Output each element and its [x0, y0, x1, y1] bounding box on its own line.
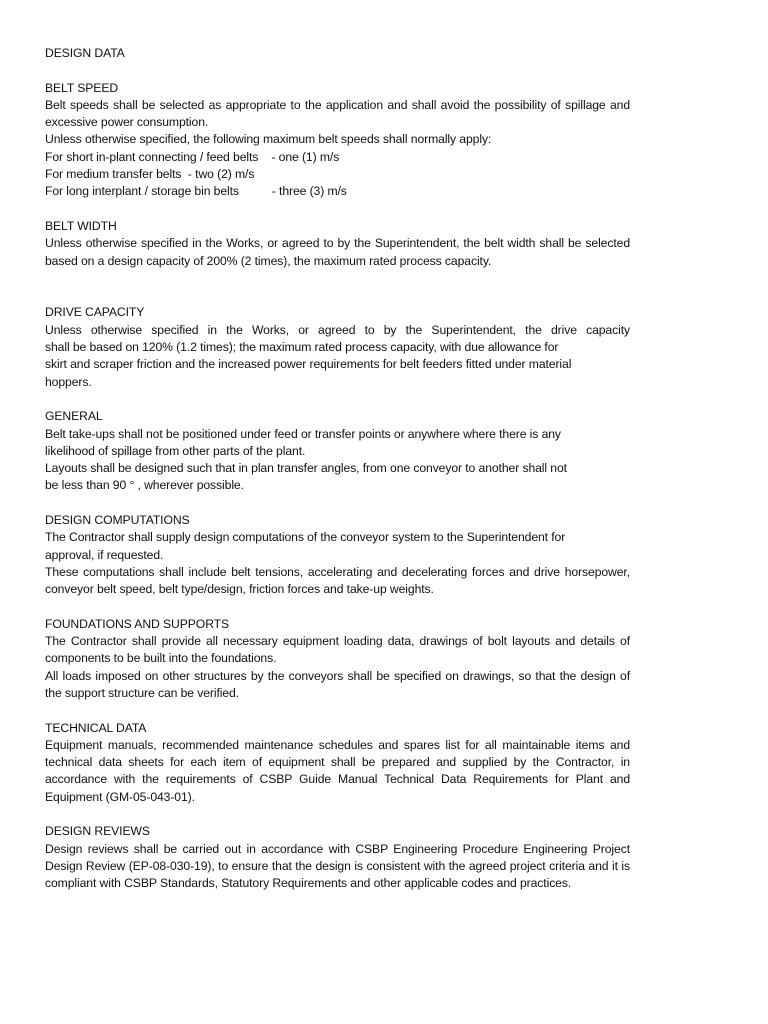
section-drive-capacity: [45, 304, 630, 390]
section-technical-data: [45, 720, 630, 806]
belt-width-paragraph: Unless otherwise specified in the Works, or agreed to by the Superintendent, the belt width shall be selected based on a design capacity of 200% (2 times), the maximum rated process capacity.: [45, 236, 630, 268]
belt-speed-row-long: For long interplant / storage bin belts - three (3) m/s: [45, 184, 347, 199]
design-reviews-paragraph: Design reviews shall be carried out in accordance with CSBP Engineering Procedure Engineering Project Design Review (EP-08-030-19), to ensure that the design is consistent with the agreed project criteria and it is compliant with CSBP Standards, Statutory Requirements and other applicable codes and practices.: [45, 841, 630, 891]
section-design-computations: [45, 512, 630, 598]
section-heading-design-computations: DESIGN COMPUTATIONS: [45, 513, 190, 528]
general-line-2: likelihood of spillage from other parts of the plant.: [45, 443, 306, 458]
belt-speed-paragraph: Belt speeds shall be selected as appropriate to the application and shall avoid the possibility of spillage and excessive power consumption.: [45, 97, 630, 130]
section-heading-belt-speed: BELT SPEED: [45, 80, 119, 95]
foundations-paragraph-1: The Contractor shall provide all necessary equipment loading data, drawings of bolt layouts and details of components to be built into the foundations.: [45, 634, 630, 666]
document-title-block: [45, 45, 630, 62]
drive-capacity-line-2: shall be based on 120% (1.2 times); the maximum rated process capacity, with due allowance for: [45, 340, 559, 355]
section-foundations-and-supports: [45, 616, 630, 702]
drive-capacity-line-4: hoppers.: [45, 374, 92, 389]
section-belt-width: [45, 218, 630, 270]
drive-capacity-line-3: skirt and scraper friction and the increased power requirements for belt feeders fitted under material: [45, 357, 572, 372]
general-line-3: Layouts shall be designed such that in plan transfer angles, from one conveyor to another shall not: [45, 461, 567, 476]
document-page: [45, 45, 630, 910]
section-heading-belt-width: BELT WIDTH: [45, 218, 117, 233]
design-computations-line-1: The Contractor shall supply design computations of the conveyor system to the Superintendent for: [45, 530, 566, 545]
general-line-4: be less than 90 ° , wherever possible.: [45, 478, 244, 493]
section-heading-drive-capacity: DRIVE CAPACITY: [45, 305, 145, 320]
section-heading-design-reviews: DESIGN REVIEWS: [45, 824, 150, 839]
drive-capacity-line-1: Unless otherwise specified in the Works, or agreed to by the Superintendent, the drive capacity: [45, 322, 630, 337]
foundations-paragraph-2: All loads imposed on other structures by the conveyors shall be specified on drawings, so that the design of the support structure can be verified.: [45, 668, 630, 700]
technical-data-paragraph: Equipment manuals, recommended maintenance schedules and spares list for all maintainable items and technical data sheets for each item of equipment shall be prepared and supplied by the Contractor, in accordance with the requirements of CSBP Guide Manual Technical Data Requirements for Plant and Equipment (GM-05-043-01).: [45, 737, 630, 804]
general-line-1: Belt take-ups shall not be positioned under feed or transfer points or anywhere where there is any: [45, 426, 561, 441]
section-general: [45, 408, 630, 494]
section-belt-speed: [45, 80, 630, 201]
section-design-reviews: [45, 823, 630, 892]
section-heading-technical-data: TECHNICAL DATA: [45, 720, 147, 735]
belt-speed-intro: Unless otherwise specified, the following maximum belt speeds shall normally apply:: [45, 132, 492, 147]
section-heading-foundations: FOUNDATIONS AND SUPPORTS: [45, 616, 230, 631]
belt-speed-row-medium: For medium transfer belts - two (2) m/s: [45, 167, 255, 182]
design-computations-paragraph-2: These computations shall include belt tensions, accelerating and decelerating forces and drive horsepower, conveyor belt speed, belt type/design, friction forces and take-up weights.: [45, 564, 630, 597]
belt-speed-row-short: For short in-plant connecting / feed belts - one (1) m/s: [45, 149, 340, 164]
section-heading-general: GENERAL: [45, 409, 103, 424]
design-computations-line-2: approval, if requested.: [45, 547, 164, 562]
document-title: DESIGN DATA: [45, 46, 125, 60]
